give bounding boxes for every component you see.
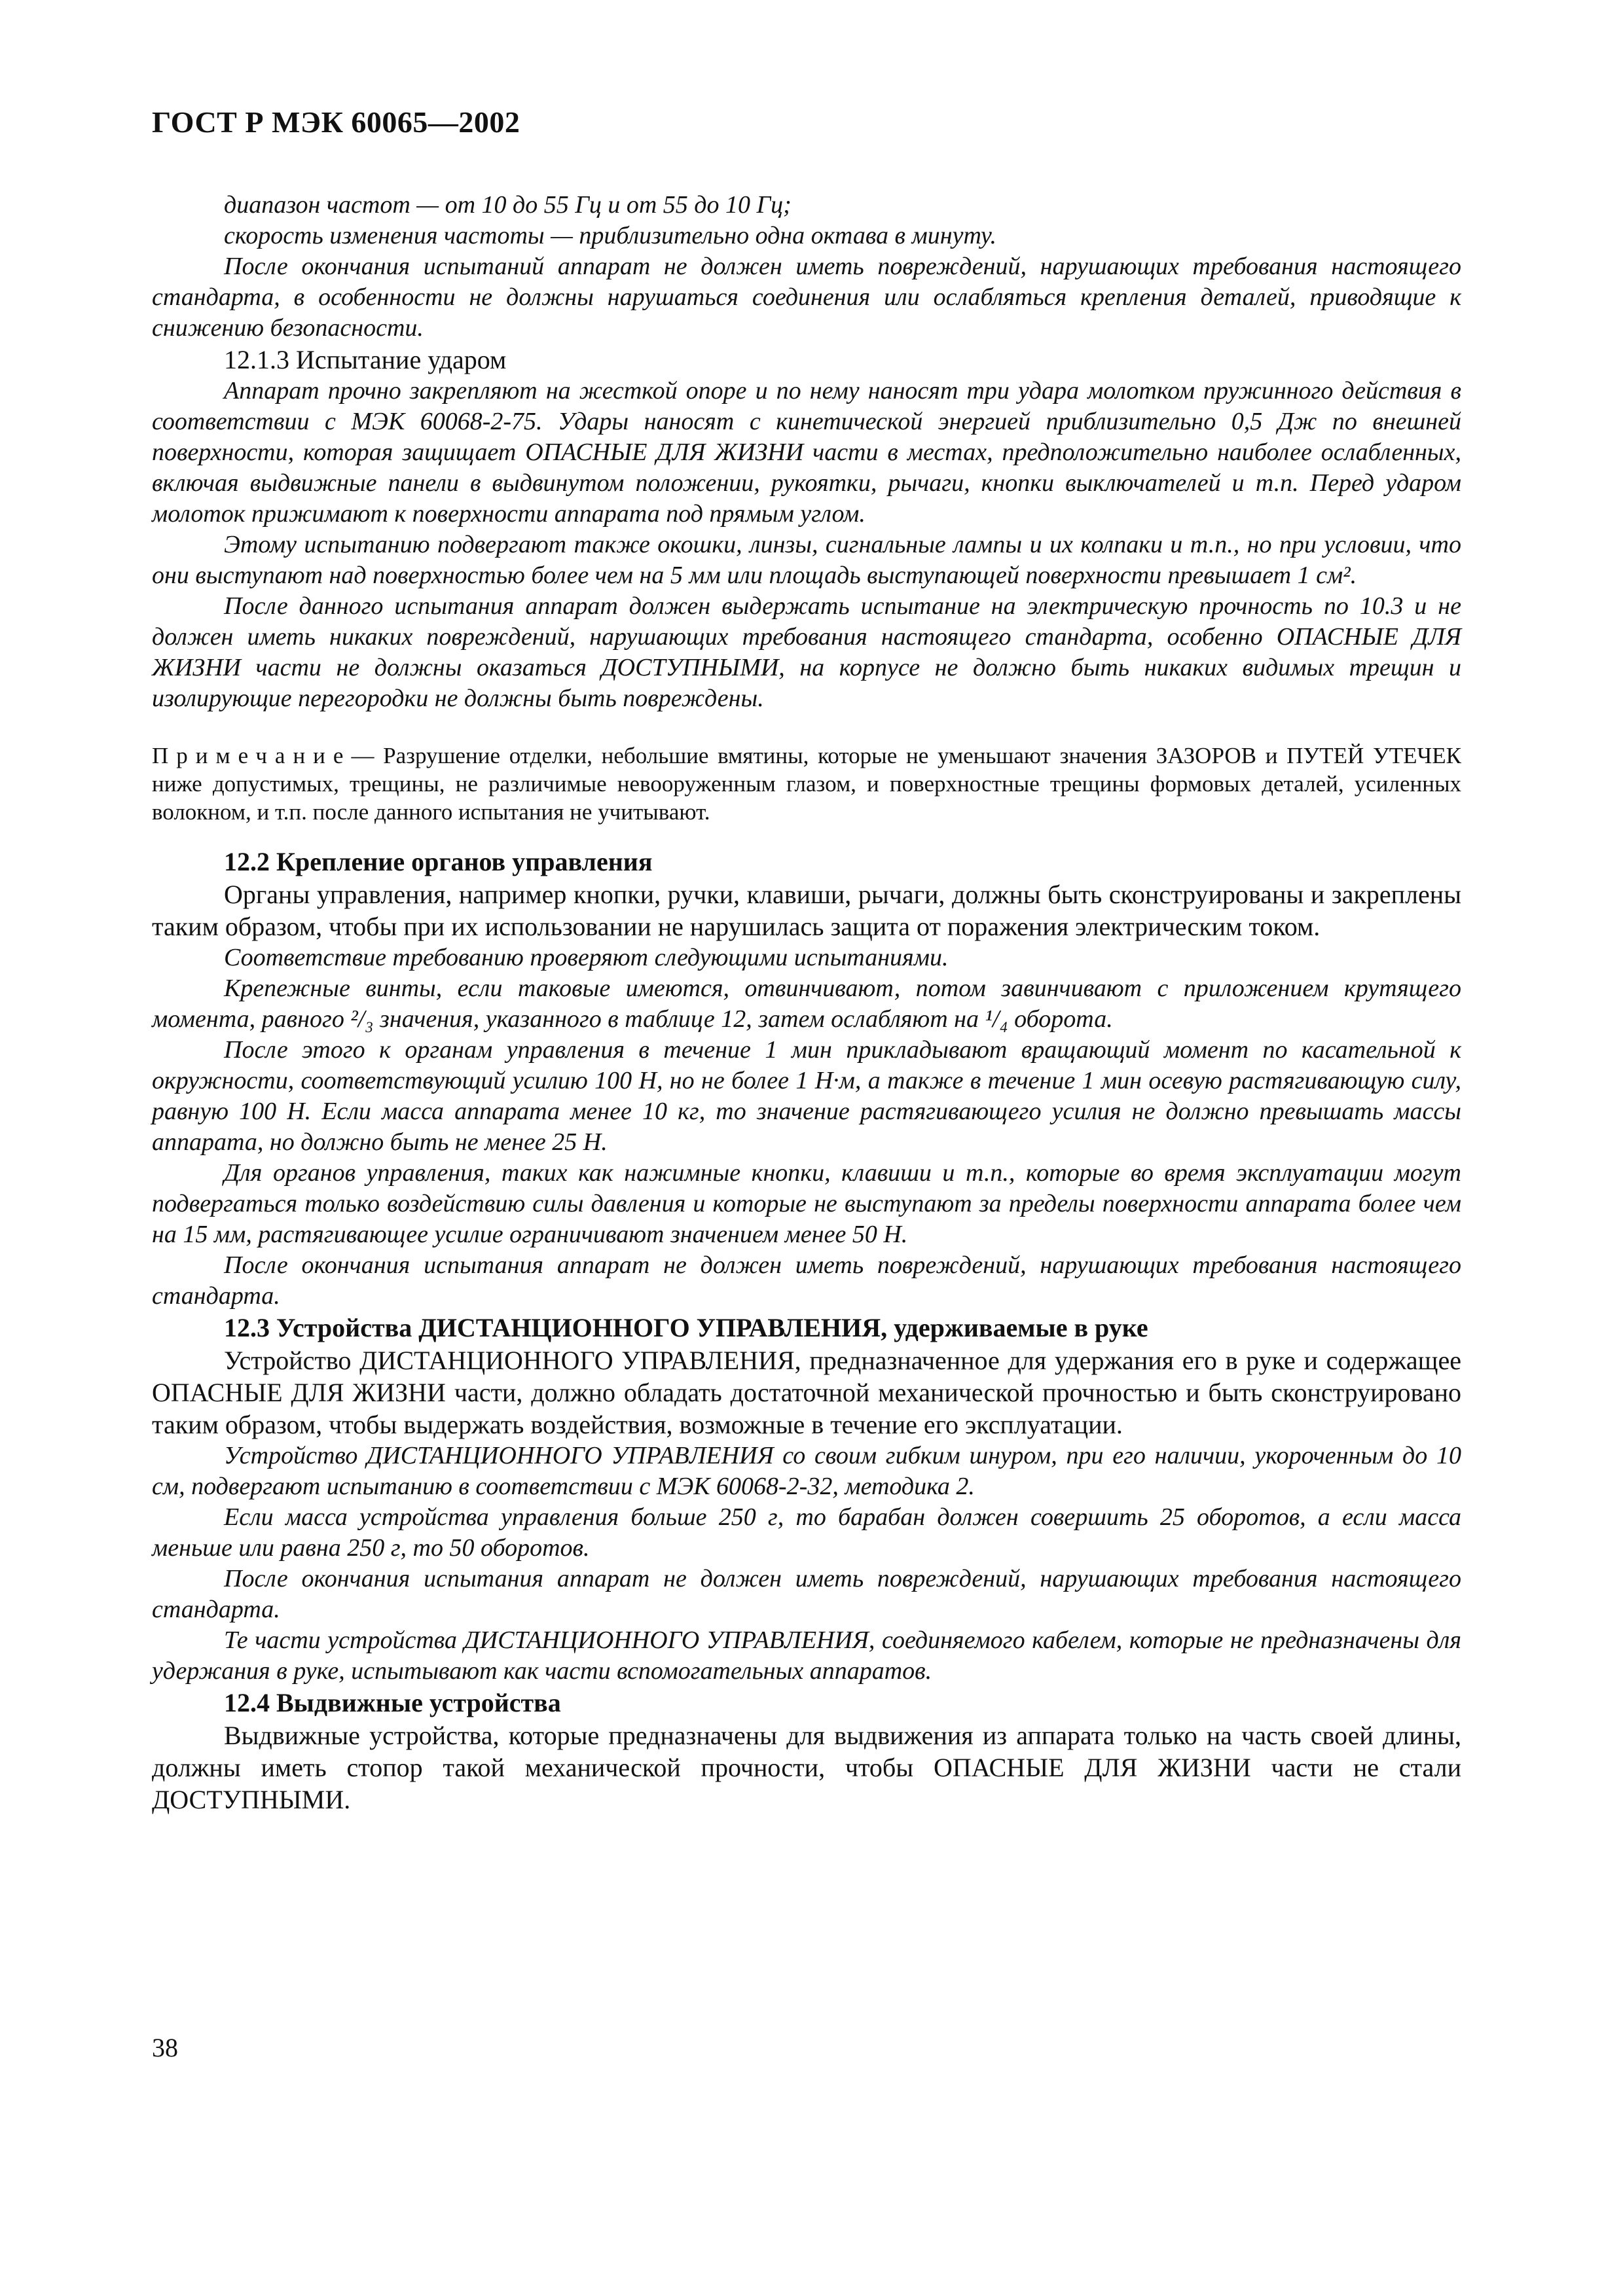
- note-label: Примечание: [152, 743, 352, 768]
- note-text: — Разрушение отделки, небольшие вмятины, которые не уменьшают значения ЗАЗОРОВ и ПУТЕЙ УТЕЧЕК ниже допустимых, трещины, не различимые невооруженным глазом, и поверхностные трещины формовых деталей, усиленных волокном, и т.п. после данного испытания не учитывают.: [152, 743, 1461, 825]
- section-heading: 12.3 Устройства ДИСТАНЦИОННОГО УПРАВЛЕНИЯ, удерживаемые в руке: [224, 1313, 1148, 1342]
- paragraph: Устройство ДИСТАНЦИОННОГО УПРАВЛЕНИЯ, предназначенное для удержания его в руке и содержащее ОПАСНЫЕ ДЛЯ ЖИЗНИ части, должно обладать достаточной механической прочностью и быть сконструировано таким образом, чтобы выдержать воздействия, возможные в течение его эксплуатации.: [152, 1346, 1461, 1439]
- paragraph: Если масса устройства управления больше 250 г, то барабан должен совершить 25 оборотов, а если масса меньше или равна 250 г, то 50 оборотов.: [152, 1503, 1461, 1562]
- paragraph: После этого к органам управления в течение 1 мин прикладывают вращающий момент по касательной к окружности, соответствующий усилию 100 Н, но не более 1 Н·м, а также в течение 1 мин осевую растягивающую силу, равную 100 Н. Если масса аппарата менее 10 кг, то значение растягивающего усилия не должно превышать массы аппарата, но должно быть не менее 25 Н.: [152, 1036, 1461, 1156]
- note: [152, 742, 1461, 826]
- paragraph: Соответствие требованию проверяют следующими испытаниями.: [224, 944, 949, 971]
- paragraph: Те части устройства ДИСТАНЦИОННОГО УПРАВЛЕНИЯ, соединяемого кабелем, которые не предназначены для удержания в руке, испытывают как части вспомогательных аппаратов.: [152, 1626, 1461, 1685]
- page-number: 38: [152, 2033, 178, 2062]
- paragraph: скорость изменения частоты — приблизительно одна октава в минуту.: [224, 222, 996, 249]
- subsection-title: 12.1.3 Испытание ударом: [224, 345, 507, 374]
- paragraph: Крепежные винты, если таковые имеются, отвинчивают, потом завинчивают с приложением крутящего момента, равного ²/₃ значения, указанного в таблице 12, затем ослабляют на ¹/₄ оборота.: [152, 975, 1461, 1033]
- paragraph: После окончания испытания аппарат не должен иметь повреждений, нарушающих требования настоящего стандарта.: [152, 1565, 1461, 1623]
- paragraph: Устройство ДИСТАНЦИОННОГО УПРАВЛЕНИЯ со своим гибким шнуром, при его наличии, укороченным до 10 см, подвергают испытанию в соответствии с МЭК 60068-2-32, методика 2.: [152, 1442, 1461, 1500]
- paragraph: Для органов управления, таких как нажимные кнопки, клавиши и т.п., которые во время эксплуатации могут подвергаться только воздействию силы давления и которые не выступают за пределы поверхности аппарата более чем на 15 мм, растягивающее усилие ограничивают значением менее 50 Н.: [152, 1159, 1461, 1248]
- paragraph: Выдвижные устройства, которые предназначены для выдвижения из аппарата только на часть своей длины, должны иметь стопор такой механической прочности, чтобы ОПАСНЫЕ ДЛЯ ЖИЗНИ части не стали ДОСТУПНЫМИ.: [152, 1721, 1461, 1814]
- paragraph: Этому испытанию подвергают также окошки, линзы, сигнальные лампы и их колпаки и т.п., но при условии, что они выступают над поверхностью более чем на 5 мм или площадь выступающей поверхности превышает 1 см².: [152, 531, 1461, 589]
- section-heading: 12.2 Крепление органов управления: [224, 847, 653, 876]
- paragraph: После данного испытания аппарат должен выдержать испытание на электрическую прочность по 10.3 и не должен иметь никаких повреждений, нарушающих требования настоящего стандарта, особенно ОПАСНЫЕ ДЛЯ ЖИЗНИ части не должны оказаться ДОСТУПНЫМИ, на корпусе не должно быть никаких видимых трещин и изолирующие перегородки не должны быть повреждены.: [152, 592, 1461, 712]
- paragraph: После окончания испытаний аппарат не должен иметь повреждений, нарушающих требования настоящего стандарта, в особенности не должны нарушаться соединения или ослабляться крепления деталей, приводящие к снижению безопасности.: [152, 253, 1461, 342]
- paragraph: Аппарат прочно закрепляют на жесткой опоре и по нему наносят три удара молотком пружинного действия в соответствии с МЭК 60068-2-75. Удары наносят с кинетической энергией приблизительно 0,5 Дж по внешней поверхности, которая защищает ОПАСНЫЕ ДЛЯ ЖИЗНИ части в местах, предположительно наиболее ослабленных, включая выдвижные панели в выдвинутом положении, рукоятки, рычаги, кнопки выключателей и т.п. Перед ударом молоток прижимают к поверхности аппарата под прямым углом.: [152, 377, 1461, 528]
- document-body: [152, 190, 1461, 1816]
- paragraph: Органы управления, например кнопки, ручки, клавиши, рычаги, должны быть сконструированы и закреплены таким образом, чтобы при их использовании не нарушилась защита от поражения электрическим током.: [152, 880, 1461, 941]
- paragraph: диапазон частот — от 10 до 55 Гц и от 55 до 10 Гц;: [224, 191, 792, 219]
- section-heading: 12.4 Выдвижные устройства: [224, 1688, 561, 1717]
- paragraph: После окончания испытания аппарат не должен иметь повреждений, нарушающих требования настоящего стандарта.: [152, 1251, 1461, 1310]
- document-header: ГОСТ Р МЭК 60065—2002: [152, 105, 520, 139]
